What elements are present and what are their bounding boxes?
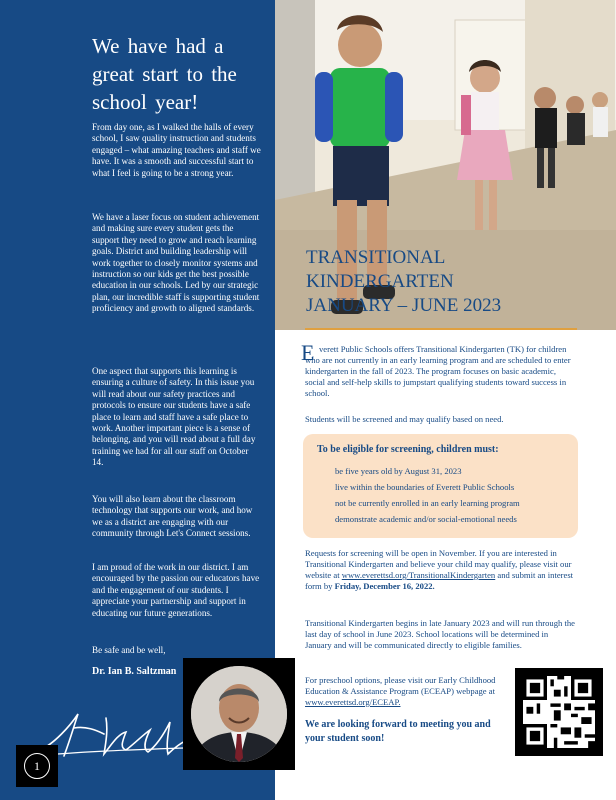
- tk-title-line-1: TRANSITIONAL: [306, 247, 446, 268]
- tk-preschool: [305, 675, 505, 708]
- tk-title-line-3: JANUARY – JUNE 2023: [306, 295, 502, 316]
- letter-paragraph-4: You will also learn about the classroom technology that supports our work, and how we as a district are engaging with our community through Let's Connect sessions.: [92, 494, 253, 539]
- eligibility-box: [303, 434, 578, 538]
- tk-screened: Students will be screened and may qualify based on need.: [305, 414, 504, 424]
- page-number-badge: [16, 745, 58, 787]
- eligibility-item: demonstrate academic and/or social-emotional needs: [335, 514, 517, 524]
- tk-title-line-2: KINDERGARTEN: [306, 271, 454, 292]
- signature-image: [34, 704, 194, 764]
- requests-text: Requests for screening will be open in November. If you are interested in Transitional Kindergarten and believe your child may qualify, please visit our website at: [305, 548, 572, 580]
- letter-headline: We have had a great start to the school year!: [92, 34, 237, 114]
- tk-begins: Transitional Kindergarten begins in late January 2023 and will run through the last day of school in June 2023. School locations will be determined in January and will be communicated directly to eligible families.: [305, 618, 575, 650]
- preschool-text: For preschool options, please visit our Early Childhood Education & Assistance Program (ECEAP) webpage at: [305, 675, 496, 696]
- portrait-frame: [183, 658, 295, 770]
- eligibility-item: be five years old by August 31, 2023: [335, 466, 462, 476]
- letter-paragraph-3: One aspect that supports this learning is ensuring a culture of safety. In this issue you will read about our safety practices and protocols to ensure our students have a safe place to learn and staff have a safe place to work. Another important piece is a sense of belonging, and you will read about a full day training we had for all our staff on October 14.: [92, 366, 256, 468]
- eligibility-item: live within the boundaries of Everett Public Schools: [335, 482, 515, 492]
- tk-requests: [305, 548, 575, 592]
- qr-frame: [515, 668, 603, 756]
- requests-deadline: Friday, December 16, 2022.: [334, 581, 435, 591]
- letter-paragraph-1: From day one, as I walked the halls of every school, I saw quality instruction and students engaged – what amazing teachers and staff we have. It was a smooth and successful start to what I feel is going to be a strong year.: [92, 122, 261, 178]
- signer-name: Dr. Ian B. Saltzman: [92, 666, 177, 677]
- requests-text-2: and submit an interest form by: [305, 570, 574, 591]
- letter-paragraph-6: Be safe and be well,: [92, 645, 166, 655]
- closing-message: We are looking forward to meeting you and your student soon!: [305, 719, 491, 744]
- tk-website-link[interactable]: www.everettsd.org/TransitionalKindergarten: [341, 570, 496, 580]
- drop-cap: E: [301, 340, 315, 365]
- tk-intro: verett Public Schools offers Transitional Kindergarten (TK) for children who are not currently in an early learning program and are scheduled to enter kindergarten in the fall of 2023. The program focuses on basic academic, social and self-help skills to jumpstart qualifying students toward success in school.: [305, 344, 571, 398]
- title-divider: [305, 328, 577, 330]
- eceap-link[interactable]: www.everettsd.org/ECEAP.: [305, 697, 401, 707]
- letter-paragraph-5: I am proud of the work in our district. I am encouraged by the passion our educators have and the engagement of our students. I appreciate your partnership and support in educating our future generations.: [92, 562, 260, 618]
- qr-code-icon[interactable]: [523, 676, 595, 748]
- letter-paragraph-2: We have a laser focus on student achievement and making sure every student gets the support they need to grow and reach learning goals. District and building leadership will work together to closely monitor systems and instruction so our kids get the best possible education in our schools. Led by our strategic plan, our incredible staff is supporting student proficiency and growth to aligned standards.: [92, 212, 260, 314]
- page-number: 1: [24, 753, 50, 779]
- tk-title: [306, 246, 606, 318]
- superintendent-portrait: [191, 666, 287, 762]
- eligibility-title: To be eligible for screening, children must:: [317, 444, 499, 455]
- eligibility-item: not be currently enrolled in an early learning program: [335, 498, 520, 508]
